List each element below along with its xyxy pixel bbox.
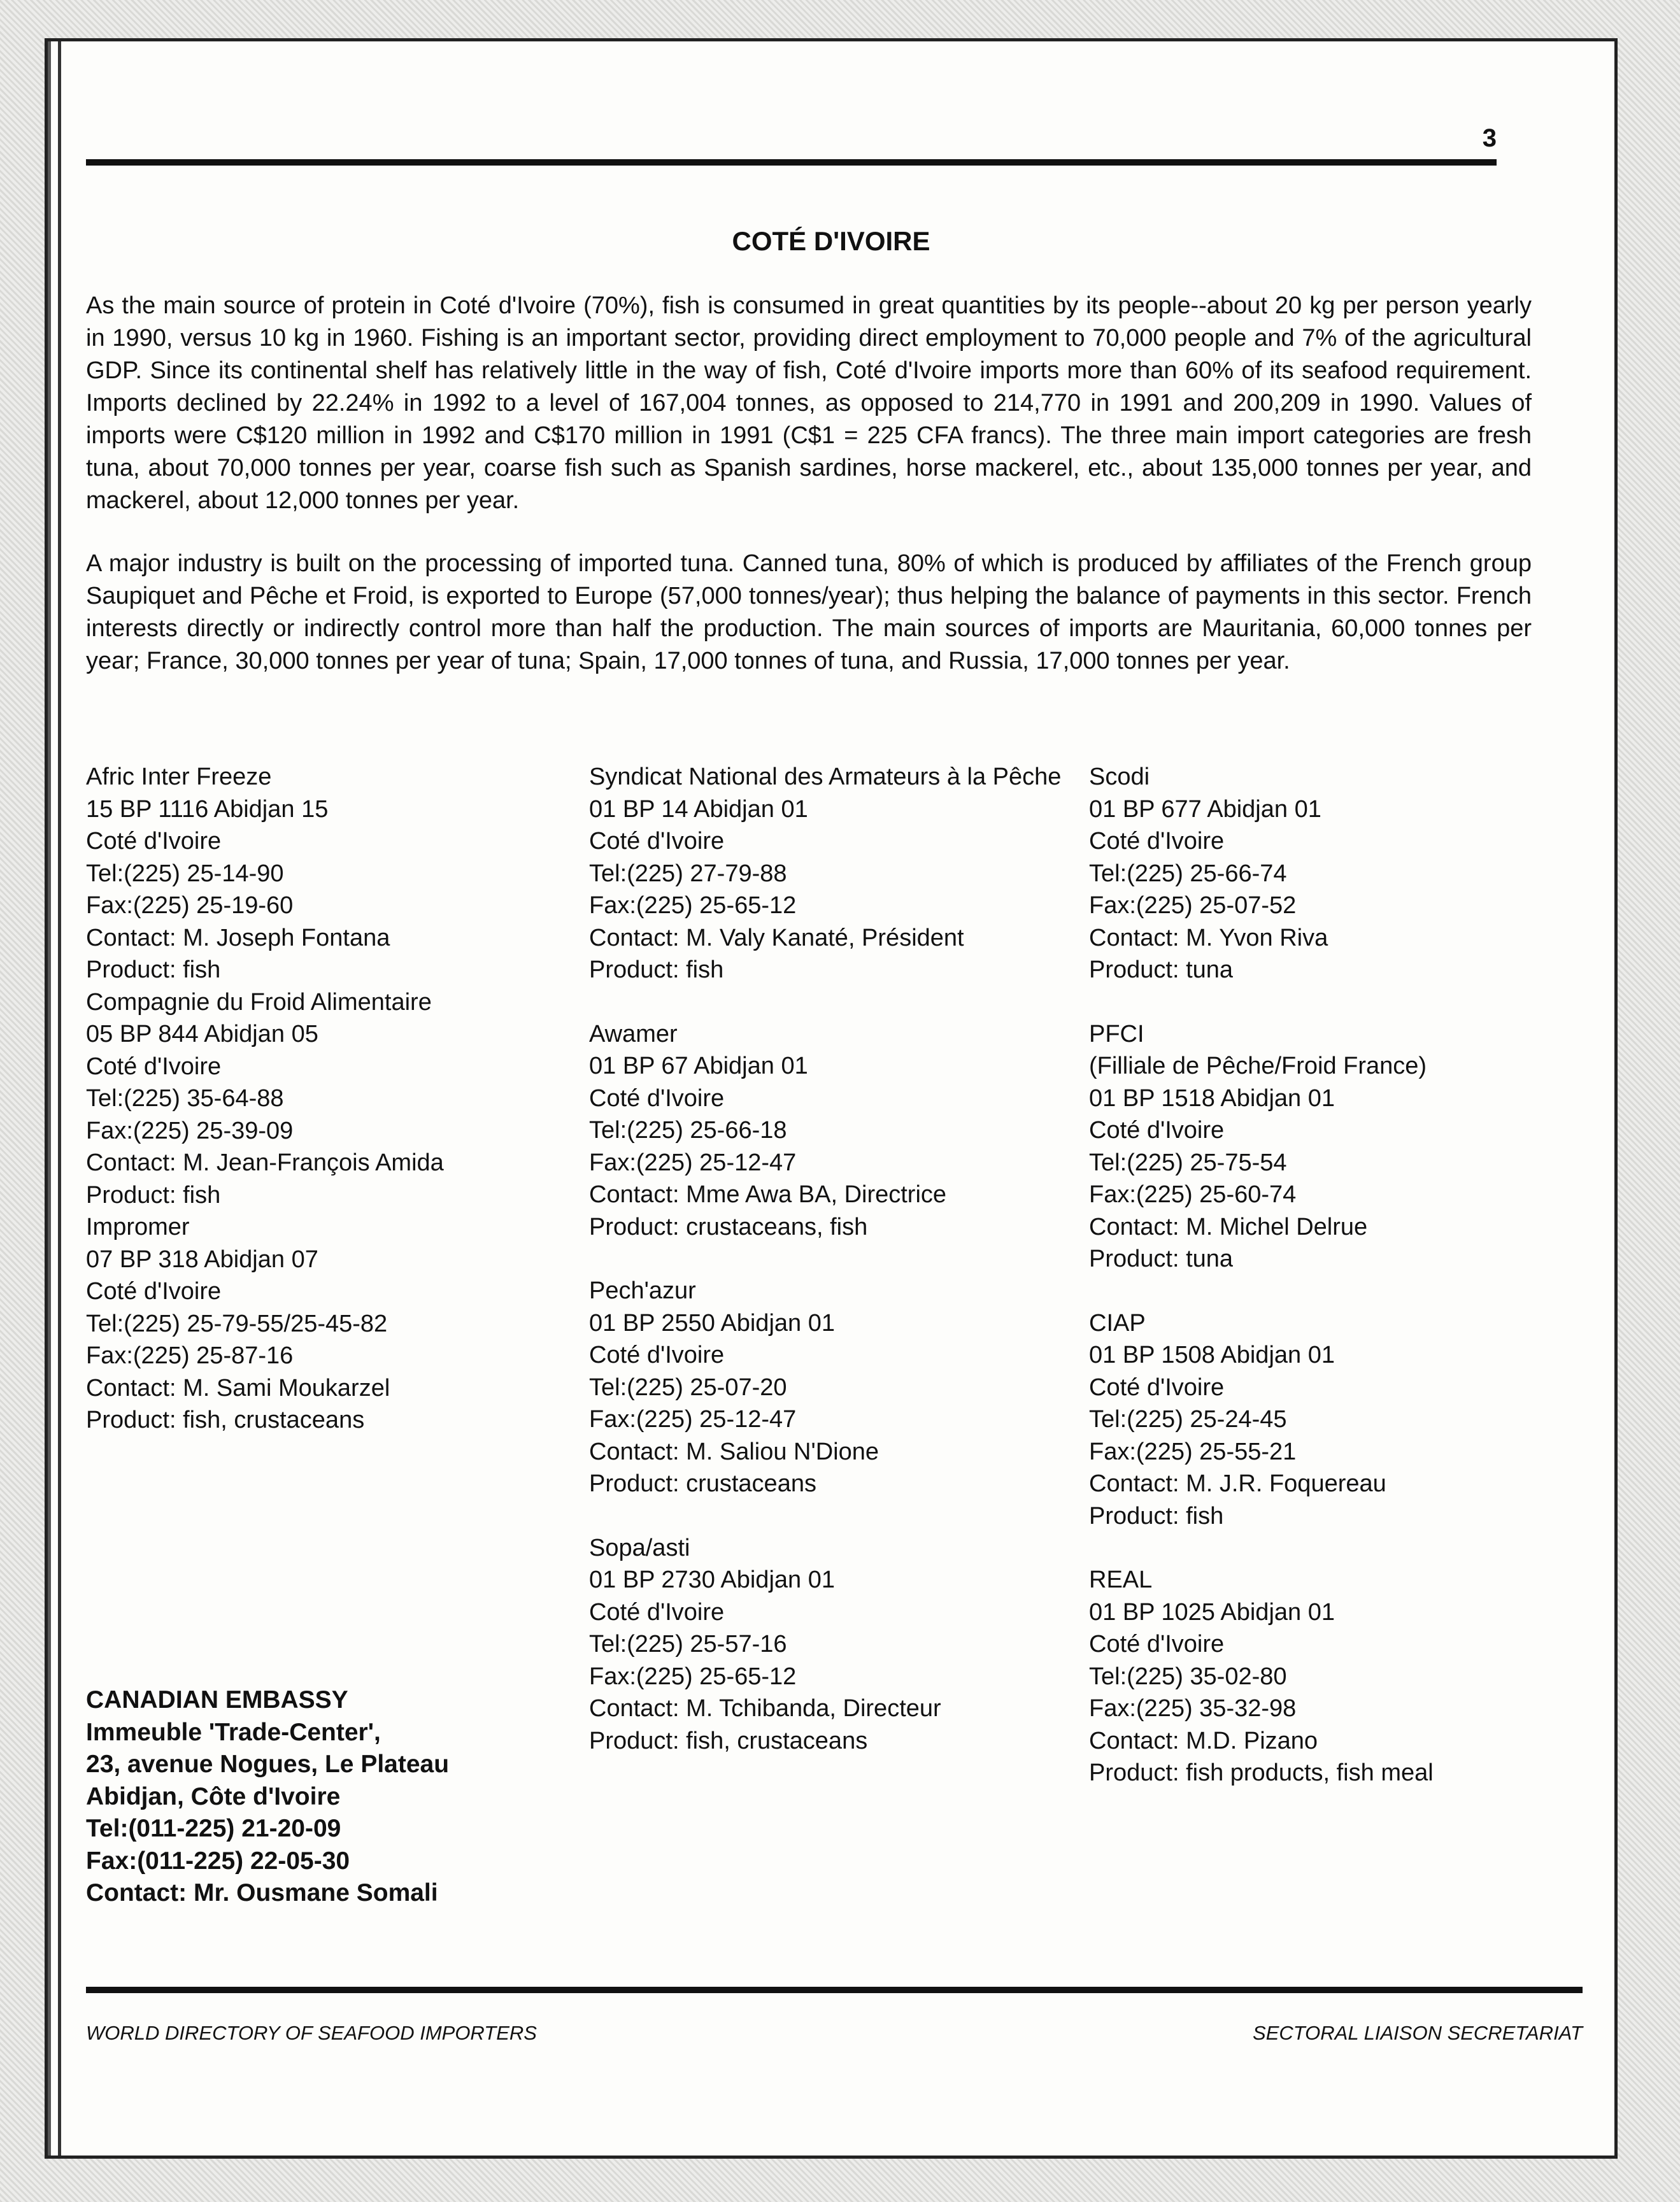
company-contact: Contact: M. Jean-François Amida — [86, 1149, 444, 1176]
company-subname: (Filliale de Pêche/Froid France) — [1089, 1053, 1427, 1079]
company-fax: Fax:(225) 25-19-60 — [86, 892, 294, 919]
company-tel: Tel:(225) 27-79-88 — [589, 860, 787, 887]
company-name: Afric Inter Freeze — [86, 764, 272, 790]
header-rule — [86, 159, 1497, 166]
company-contact: Contact: M. Saliou N'Dione — [589, 1438, 879, 1465]
company-name: REAL — [1089, 1566, 1153, 1593]
company-country: Coté d'Ivoire — [86, 1053, 222, 1080]
company-name: Syndicat National des Armateurs à la Pêche — [589, 764, 1062, 790]
company-country: Coté d'Ivoire — [589, 1084, 725, 1112]
embassy-contact: Contact: Mr. Ousmane Somali — [86, 1879, 438, 1907]
company-country: Coté d'Ivoire — [1089, 1374, 1225, 1401]
company-product: Product: fish — [589, 956, 724, 983]
binding-line — [58, 41, 61, 2156]
company-tel: Tel:(225) 25-66-18 — [589, 1117, 787, 1144]
company-product: Product: fish — [1089, 1502, 1224, 1530]
company-address: 01 BP 1518 Abidjan 01 — [1089, 1084, 1335, 1112]
company-product: Product: fish products, fish meal — [1089, 1759, 1434, 1786]
company-tel: Tel:(225) 25-57-16 — [589, 1631, 787, 1658]
company-address: 01 BP 67 Abidjan 01 — [589, 1053, 808, 1079]
company-product: Product: fish — [86, 956, 221, 983]
company-contact: Contact: M. Michel Delrue — [1089, 1213, 1368, 1240]
company-tel: Tel:(225) 35-02-80 — [1089, 1663, 1287, 1690]
company-entry — [589, 761, 1073, 986]
industry-paragraph: A major industry is built on the processing of imported tuna. Canned tuna, 80% of which is produced by affiliates of the French group Saupiquet and Pêche et Froid, is exported to Europe (57,000 tonnes/year); thus helping the balance of payments in this sector. French interests directly or indirectly control more than half the production. The main sources of imports are Mauritania, 60,000 tonnes per year; France, 30,000 tonnes per year of tuna; Spain, 17,000 tonnes of tuna, and Russia, 17,000 tonnes per year. — [86, 550, 1532, 674]
company-address: 01 BP 2730 Abidjan 01 — [589, 1566, 835, 1593]
company-name: Pech'azur — [589, 1277, 696, 1304]
company-fax: Fax:(225) 25-39-09 — [86, 1117, 294, 1144]
document-page — [45, 38, 1618, 2159]
company-product: Product: fish, crustaceans — [86, 1407, 365, 1433]
company-address: 01 BP 2550 Abidjan 01 — [589, 1309, 835, 1337]
company-fax: Fax:(225) 25-87-16 — [86, 1342, 294, 1369]
company-contact: Contact: M.D. Pizano — [1089, 1727, 1318, 1754]
company-fax: Fax:(225) 25-12-47 — [589, 1149, 797, 1176]
page-title: COTÉ D'IVOIRE — [732, 226, 930, 256]
company-fax: Fax:(225) 25-12-47 — [589, 1406, 797, 1433]
company-country: Coté d'Ivoire — [1089, 1631, 1225, 1658]
company-fax: Fax:(225) 25-65-12 — [589, 892, 797, 919]
company-tel: Tel:(225) 25-07-20 — [589, 1374, 787, 1401]
company-product: Product: tuna — [1089, 1246, 1234, 1272]
company-fax: Fax:(225) 25-60-74 — [1089, 1181, 1297, 1208]
embassy-city: Abidjan, Côte d'Ivoire — [86, 1782, 341, 1810]
company-fax: Fax:(225) 25-65-12 — [589, 1663, 797, 1690]
company-entry — [1089, 1307, 1573, 1533]
company-entry — [1089, 1564, 1573, 1789]
embassy-fax: Fax:(011-225) 22-05-30 — [86, 1847, 350, 1875]
company-contact: Contact: M. Sami Moukarzel — [86, 1374, 390, 1402]
company-tel: Tel:(225) 25-75-54 — [1089, 1149, 1287, 1176]
company-name: PFCI — [1089, 1020, 1144, 1048]
company-name: CIAP — [1089, 1309, 1146, 1337]
company-tel: Tel:(225) 25-14-90 — [86, 860, 284, 887]
company-name: Scodi — [1089, 764, 1150, 790]
company-country: Coté d'Ivoire — [86, 828, 222, 855]
company-entry — [589, 1275, 1073, 1500]
company-country: Coté d'Ivoire — [589, 1598, 725, 1626]
company-entry — [1089, 761, 1573, 986]
embassy-street: 23, avenue Nogues, Le Plateau — [86, 1751, 450, 1778]
intro-paragraph: As the main source of protein in Coté d'Ivoire (70%), fish is consumed in great quantities by its people--about 20 kg per person yearly in 1990, versus 10 kg in 1960. Fishing is an important sector, providing direct employment to 70,000 people and 7% of the agricultural GDP. Since its continental shelf has relatively little in the way of fish, Coté d'Ivoire imports more than 60% of its seafood requirement. Imports declined by 22.24% in 1992 to a level of 167,004 tonnes, as opposed to 214,770 in 1991 and 200,209 in 1990. Values of imports were C$120 million in 1992 and C$170 million in 1991 (C$1 = 225 CFA francs). The three main import categories are fresh tuna, about 70,000 tonnes per year, coarse fish such as Spanish sardines, horse mackerel, etc., about 135,000 tonnes per year, and mackerel, about 12,000 tonnes per year. — [86, 292, 1532, 514]
company-entry — [589, 1532, 1073, 1758]
directory-column-1 — [86, 761, 570, 1437]
company-entry — [86, 1211, 570, 1437]
footer-right: SECTORAL LIAISON SECRETARIAT — [1253, 2022, 1583, 2044]
company-address: 01 BP 1508 Abidjan 01 — [1089, 1342, 1335, 1368]
binding-line — [48, 41, 51, 2156]
page-number: 3 — [1482, 124, 1497, 152]
embassy-building: Immeuble 'Trade-Center', — [86, 1718, 381, 1746]
directory-column-2 — [589, 761, 1073, 1757]
company-entry — [86, 761, 570, 986]
company-country: Coté d'Ivoire — [86, 1278, 222, 1305]
company-name: Impromer — [86, 1214, 190, 1240]
directory-column-3 — [1089, 761, 1573, 1789]
company-product: Product: crustaceans — [589, 1470, 816, 1497]
company-product: Product: fish, crustaceans — [589, 1727, 868, 1754]
company-country: Coté d'Ivoire — [1089, 828, 1225, 855]
company-entry — [1089, 1018, 1573, 1275]
company-contact: Contact: M. Joseph Fontana — [86, 924, 390, 951]
footer-left: WORLD DIRECTORY OF SEAFOOD IMPORTERS — [86, 2022, 537, 2044]
company-contact: Contact: M. Yvon Riva — [1089, 924, 1328, 951]
company-address: 01 BP 14 Abidjan 01 — [589, 795, 808, 823]
company-contact: Contact: M. J.R. Foquereau — [1089, 1470, 1386, 1497]
company-name: Awamer — [589, 1020, 678, 1048]
company-tel: Tel:(225) 35-64-88 — [86, 1085, 284, 1112]
company-fax: Fax:(225) 35-32-98 — [1089, 1695, 1297, 1722]
company-fax: Fax:(225) 25-55-21 — [1089, 1438, 1297, 1465]
company-address: 01 BP 1025 Abidjan 01 — [1089, 1598, 1335, 1626]
footer-rule — [86, 1987, 1583, 1993]
company-tel: Tel:(225) 25-79-55/25-45-82 — [86, 1310, 388, 1337]
company-address: 05 BP 844 Abidjan 05 — [86, 1021, 318, 1048]
embassy-tel: Tel:(011-225) 21-20-09 — [86, 1815, 341, 1842]
company-name: Sopa/asti — [589, 1534, 690, 1561]
company-country: Coté d'Ivoire — [1089, 1117, 1225, 1144]
company-tel: Tel:(225) 25-66-74 — [1089, 860, 1287, 887]
company-address: 15 BP 1116 Abidjan 15 — [86, 795, 329, 823]
company-address: 01 BP 677 Abidjan 01 — [1089, 795, 1321, 823]
company-country: Coté d'Ivoire — [589, 1342, 725, 1368]
company-name: Compagnie du Froid Alimentaire — [86, 988, 432, 1016]
company-product: Product: crustaceans, fish — [589, 1213, 868, 1240]
company-tel: Tel:(225) 25-24-45 — [1089, 1406, 1287, 1433]
company-contact: Contact: Mme Awa BA, Directrice — [589, 1181, 947, 1208]
company-address: 07 BP 318 Abidjan 07 — [86, 1246, 318, 1273]
embassy-name: CANADIAN EMBASSY — [86, 1686, 348, 1714]
company-contact: Contact: M. Tchibanda, Directeur — [589, 1695, 941, 1722]
embassy-block — [86, 1684, 449, 1910]
company-contact: Contact: M. Valy Kanaté, Président — [589, 924, 964, 951]
company-product: Product: fish — [86, 1181, 221, 1209]
company-entry — [86, 986, 570, 1212]
company-product: Product: tuna — [1089, 956, 1234, 983]
company-country: Coté d'Ivoire — [589, 828, 725, 855]
company-entry — [589, 1018, 1073, 1244]
company-fax: Fax:(225) 25-07-52 — [1089, 892, 1297, 919]
